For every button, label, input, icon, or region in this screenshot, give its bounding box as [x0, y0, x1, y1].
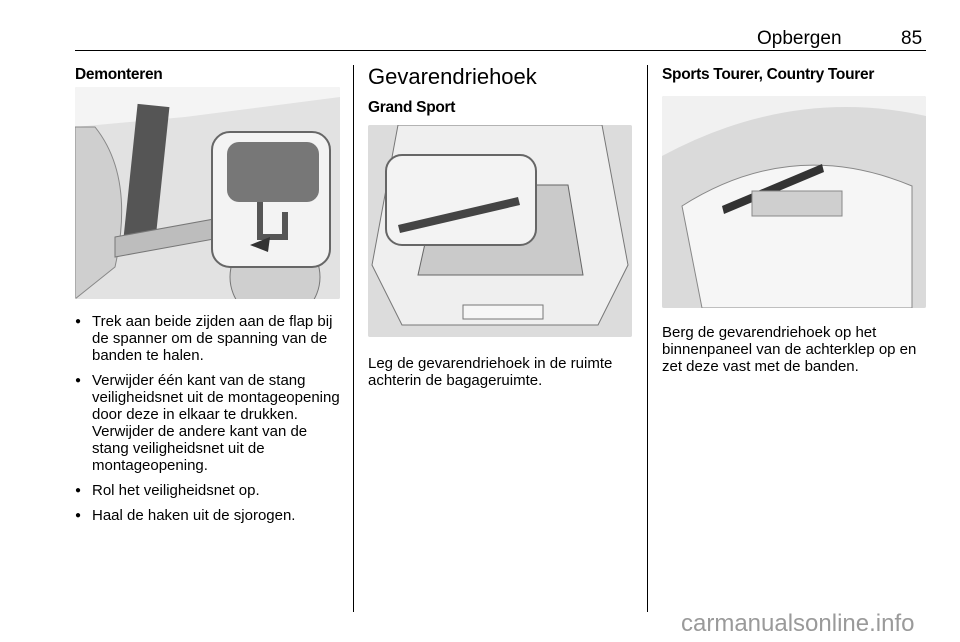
header-rule	[75, 50, 926, 51]
grand-sport-instruction: Leg de gevarendriehoek in de ruimte achterin de bagageruimte.	[368, 355, 613, 389]
list-item: ● Trek aan beide zijden aan de flap bij de spanner om de spanning van de banden te halen.	[75, 313, 343, 364]
list-item: ● Rol het veiligheidsnet op.	[75, 482, 343, 499]
removal-steps-list	[75, 313, 343, 524]
column-divider	[353, 65, 354, 612]
page-number: 85	[901, 28, 923, 49]
illustration-grand-sport-trunk	[368, 125, 632, 337]
column-divider	[647, 65, 648, 612]
sports-tourer-instruction: Berg de gevarendriehoek op het binnenpaneel van de achterklep op en zet deze vast met de banden.	[662, 324, 917, 375]
section-title: Opbergen	[757, 28, 842, 49]
column-2	[368, 64, 634, 389]
list-item: ● Verwijder één kant van de stang veiligheidsnet uit de montageopening door deze in elkaar te drukken. Verwijder de andere kant van de stang veiligheidsnet uit de montageopening.	[75, 372, 343, 474]
heading-sports-tourer: Sports Tourer, Country Tourer	[662, 66, 875, 83]
illustration-safety-net-removal	[75, 87, 340, 299]
subheading-grand-sport: Grand Sport	[368, 99, 456, 116]
section-heading: Gevarendriehoek	[368, 64, 537, 89]
column-3	[662, 66, 928, 375]
illustration-tailgate-panel	[662, 96, 926, 308]
column-1	[75, 66, 343, 532]
watermark: carmanualsonline.info	[681, 610, 915, 637]
heading-demonteren: Demonteren	[75, 66, 163, 83]
list-item: ● Haal de haken uit de sjorogen.	[75, 507, 343, 524]
